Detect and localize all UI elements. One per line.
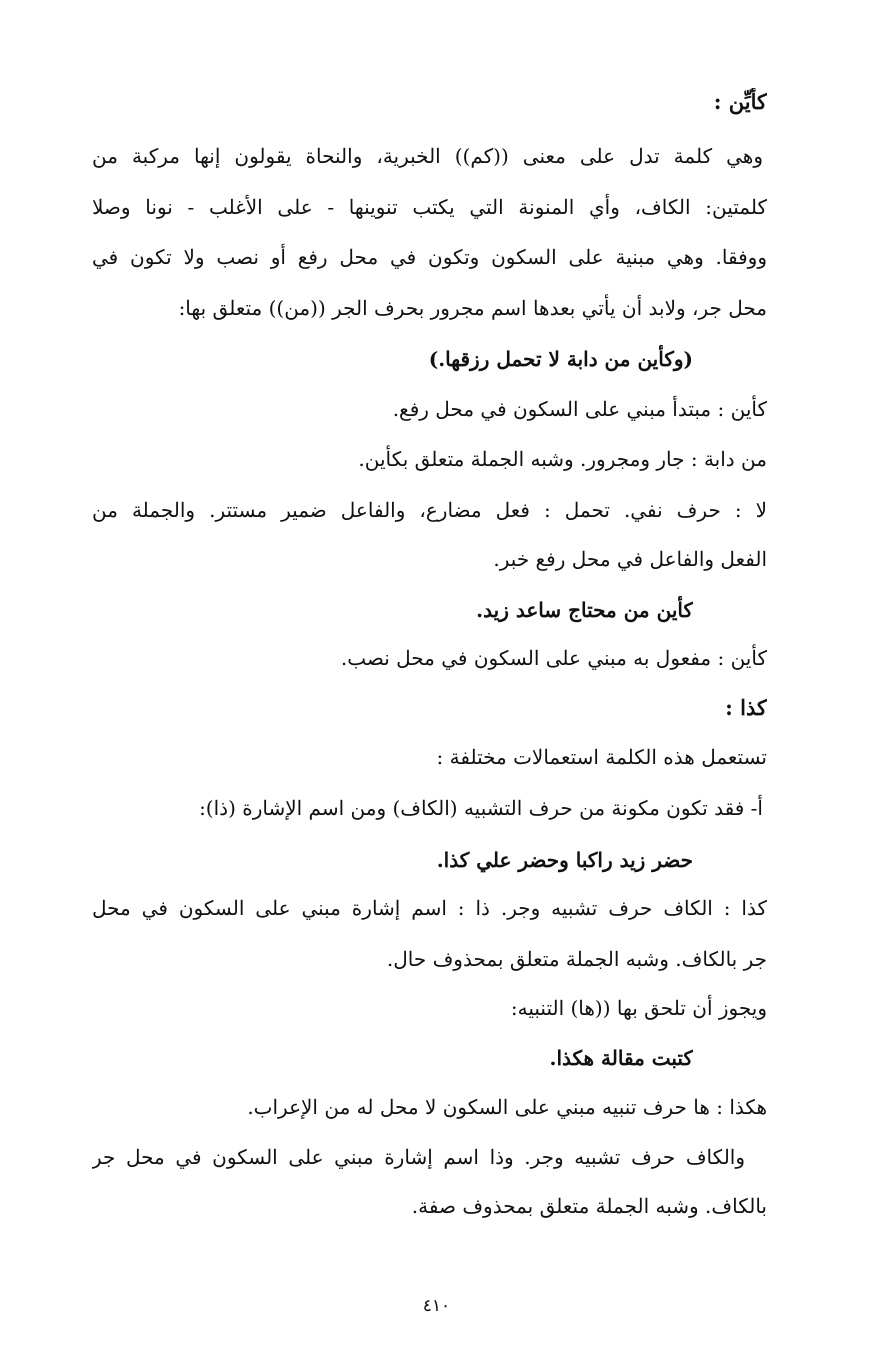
text-line: محل جر، ولابد أن يأتي بعدها اسم مجرور بحرف الجر ((من)) متعلق بها:: [178, 296, 767, 320]
text-line: الفعل والفاعل في محل رفع خبر.: [493, 547, 767, 571]
example-sentence: (وكأين من دابة لا تحمل رزقها.): [428, 347, 693, 371]
list-item-a: أ- فقد تكون مكونة من حرف التشبيه (الكاف) ومن اسم الإشارة (ذا):: [199, 796, 763, 820]
text-line: وهي كلمة تدل على معنى ((كم)) الخبرية، والنحاة يقولون إنها مركبة من: [92, 144, 763, 168]
heading-kayyin: كأيِّن :: [713, 89, 767, 114]
example-sentence: كتبت مقالة هكذا.: [549, 1046, 693, 1070]
text-line: لا : حرف نفي. تحمل : فعل مضارع، والفاعل ضمير مستتر. والجملة من: [92, 498, 767, 522]
example-sentence: حضر زيد راكبا وحضر علي كذا.: [436, 848, 693, 872]
text-line: من دابة : جار ومجرور. وشبه الجملة متعلق بكأين.: [358, 447, 767, 471]
text-line: بالكاف. وشبه الجملة متعلق بمحذوف صفة.: [411, 1194, 767, 1218]
text-line: تستعمل هذه الكلمة استعمالات مختلفة :: [436, 745, 767, 769]
page-number: ٤١٠: [422, 1296, 451, 1316]
text-line: ووفقا. وهي مبنية على السكون وتكون في محل رفع أو نصب ولا تكون في: [92, 245, 767, 269]
text-line: هكذا : ها حرف تنبيه مبني على السكون لا محل له من الإعراب.: [247, 1095, 767, 1119]
text-line: كذا : الكاف حرف تشبيه وجر. ذا : اسم إشارة مبني على السكون في محل: [92, 896, 767, 920]
example-sentence: كأين من محتاج ساعد زيد.: [476, 598, 693, 622]
text-line: والكاف حرف تشبيه وجر. وذا اسم إشارة مبني على السكون في محل جر: [92, 1145, 745, 1169]
heading-kadha: كذا :: [725, 695, 767, 720]
text-line: ويجوز أن تلحق بها ((ها) التنبيه:: [510, 996, 767, 1020]
text-line: كأين : مبتدأ مبني على السكون في محل رفع.: [392, 397, 767, 421]
text-line: كأين : مفعول به مبني على السكون في محل نصب.: [340, 646, 767, 670]
text-line: كلمتين: الكاف، وأي المنونة التي يكتب تنوينها - على الأغلب - نونا وصلا: [92, 195, 767, 219]
text-line: جر بالكاف. وشبه الجملة متعلق بمحذوف حال.: [386, 947, 767, 971]
